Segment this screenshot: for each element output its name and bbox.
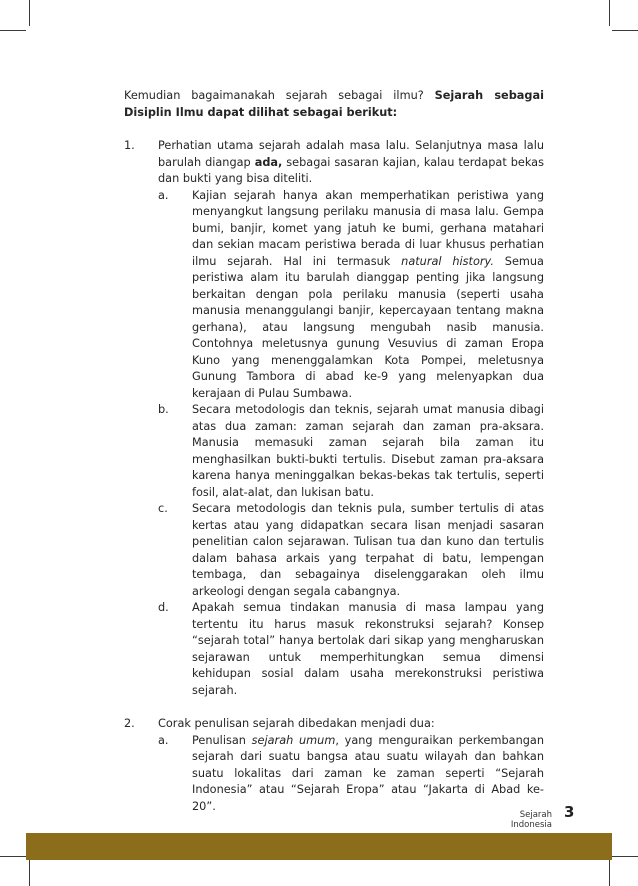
sub-item-d bbox=[158, 600, 544, 699]
sub-item-text: Penulisan sejarah umum, yang menguraikan perkembangan sejarah dari suatu bangsa atau suatu wilayah dan bahkan suatu lokalitas dari zaman ke zaman seperti “Sejarah Indonesia” atau “Sejarah Eropa” atau “Jakarta di Abad ke-20”. bbox=[192, 733, 544, 813]
intro-text: Kemudian bagaimanakah sejarah sebagai ilmu? bbox=[124, 89, 435, 102]
sub-item-a bbox=[158, 188, 544, 403]
sub-item-b bbox=[158, 402, 544, 501]
emphasis-ada: ada, bbox=[254, 155, 283, 169]
crop-mark bbox=[29, 0, 30, 26]
sub-item-text: Secara metodologis dan teknis, sejarah umat manusia dibagi atas dua zaman: zaman sejarah dan zaman pra-aksara. Manusia memasuki zaman sejarah bila zaman itu menghasilkan bukti-bukti tertulis. Disebut zaman pra-aksara karena hanya meninggalkan bekas-bekas tak tertulis, seperti fosil, alat-alat, dan lukisan batu. bbox=[192, 403, 544, 499]
footer-color-band bbox=[26, 833, 612, 860]
italic-term: sejarah umum bbox=[251, 733, 336, 747]
sub-marker: a. bbox=[158, 188, 169, 202]
crop-mark bbox=[609, 0, 610, 26]
page-number: 3 bbox=[564, 803, 575, 821]
list-item-2 bbox=[124, 716, 544, 815]
sub-list bbox=[158, 188, 544, 700]
sub-marker: b. bbox=[158, 403, 169, 416]
sub-list bbox=[158, 733, 544, 816]
intro-bold-text: Sejarah sebagai Disiplin Ilmu dapat dilihat sebagai berikut: bbox=[124, 89, 544, 119]
sub-marker: d. bbox=[158, 601, 169, 614]
list-item-1 bbox=[124, 138, 544, 699]
sub-item-text: Kajian sejarah hanya akan memperhatikan peristiwa yang menyangkut langsung perilaku manusia di masa lalu. Gempa bumi, banjir, komet yang jatuh ke bumi, gerhana matahari dan sekian macam peristiwa berada di luar khusus perhatian ilmu sejarah. Hal ini termasuk natural history. Semua peristiwa alam itu barulah dianggap penting jika langsung berkaitan dengan pola perilaku manusia (seperti usaha manusia menanggulangi banjir, kepercayaan tentang makna gerhana), atau langsung mengubah nasib manusia. Contohnya meletusnya gunung Vesuvius di zaman Eropa Kuno yang menenggalamkan Kota Pompei, meletusnya Gunung Tambora di abad ke-9 yang melenyapkan dua kerajaan di Pulau Sumbawa. bbox=[192, 188, 544, 400]
sub-item-c bbox=[158, 501, 544, 600]
sub-item-text: Secara metodologis dan teknis pula, sumber tertulis di atas kertas atau yang didapatkan secara lisan menjadi sasaran penelitian calon sejarawan. Tulisan tua dan kuno dan tertulis dalam bahasa arkais yang terpahat di batu, lempengan tembaga, dan sebagainya diselenggarakan oleh ilmu arkeologi dengan segala cabangnya. bbox=[192, 502, 544, 598]
crop-mark bbox=[0, 856, 26, 857]
intro-paragraph bbox=[124, 88, 544, 121]
crop-mark bbox=[612, 30, 638, 31]
crop-mark bbox=[609, 860, 610, 886]
crop-mark bbox=[29, 860, 30, 886]
list-marker: 2. bbox=[124, 717, 135, 730]
list-marker: 1. bbox=[124, 139, 135, 152]
crop-mark bbox=[612, 856, 638, 857]
italic-term: natural history. bbox=[401, 254, 494, 268]
list-item-text: Perhatian utama sejarah adalah masa lalu. Selanjutnya masa lalu barulah diangap ada, sebagai sasaran kajian, kalau terdapat bekas dan bukti yang bisa diteliti. bbox=[158, 139, 544, 185]
main-list bbox=[124, 138, 544, 815]
running-footer-title: Sejarah Indonesia bbox=[510, 810, 552, 830]
list-item-text: Corak penulisan sejarah dibedakan menjadi dua: bbox=[158, 717, 435, 730]
sub-marker: c. bbox=[158, 502, 168, 515]
crop-mark bbox=[0, 30, 26, 31]
page-body bbox=[124, 88, 544, 815]
sub-marker: a. bbox=[158, 733, 169, 747]
sub-item-a bbox=[158, 733, 544, 816]
sub-item-text: Apakah semua tindakan manusia di masa lampau yang tertentu itu harus masuk rekonstruksi sejarah? Konsep “sejarah total” hanya bertolak dari sikap yang mengharuskan sejarawan untuk memperhitungkan semua dimensi kehidupan sosial dalam usaha merekonstruksi peristiwa sejarah. bbox=[192, 601, 544, 697]
